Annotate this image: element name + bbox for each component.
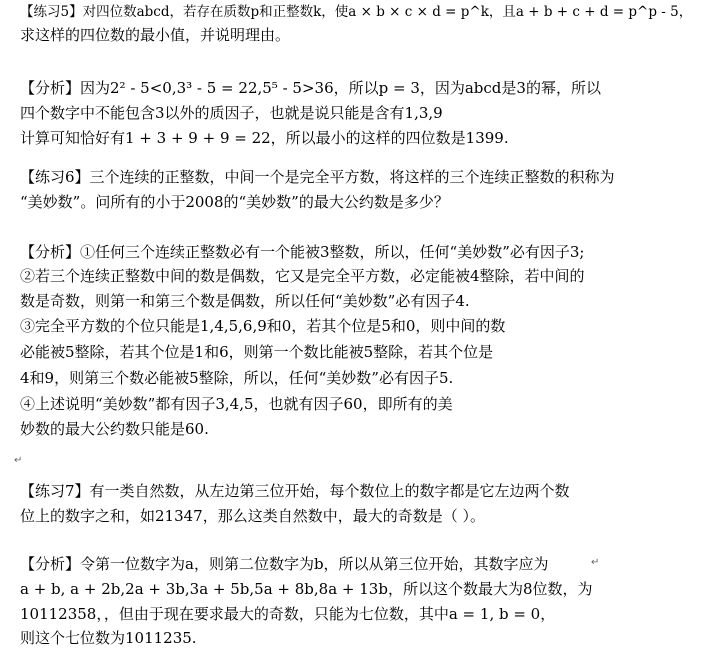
paragraph-mark: ↵ (591, 557, 600, 568)
analysis-6-line-7: ④上述说明“美妙数”都有因子3,4,5，也就有因子60，即所有的美 (20, 395, 453, 413)
exercise-6-line-1: 【练习6】三个连续的正整数，中间一个是完全平方数，将这样的三个连续正整数的积称为 (20, 168, 615, 186)
exercise-7-line-1: 【练习7】有一类自然数，从左边第三位开始，每个数位上的数字都是它左边两个数 (20, 482, 570, 500)
analysis-6-line-5: 必能被5整除，若其个位是1和6，则第一个数比能被5整除，若其个位是 (20, 343, 494, 361)
paragraph-mark: ↵ (14, 455, 23, 466)
analysis-7-line-2: a + b, a + 2b,2a + 3b,3a + 5b,5a + 8b,8a + 13b，所以这个数最大为8位数，为 (20, 580, 593, 598)
analysis-6-line-8: 妙数的最大公约数只能是60. (20, 420, 209, 438)
exercise-5-line-2: 求这样的四位数的最小值，并说明理由。 (20, 26, 291, 44)
analysis-6-line-3: 数是奇数，则第一和第三个数是偶数，所以任何“美妙数”必有因子4. (20, 292, 470, 310)
analysis-5-line-2: 四个数字中不能包含3以外的质因子，也就是说只能是含有1,3,9 (20, 104, 443, 122)
exercise-5-line-1: 【练习5】对四位数abcd，若存在质数p和正整数k，使a × b × c × d = p^k，且a + b + c + d = p^p - 5， (20, 4, 693, 20)
analysis-5-line-3: 计算可知恰好有1 + 3 + 9 + 9 = 22，所以最小的这样的四位数是1399. (20, 129, 509, 147)
analysis-6-line-6: 4和9，则第三个数必能被5整除，所以，任何“美妙数”必有因子5. (20, 369, 454, 387)
analysis-7-line-1: 【分析】令第一位数字为a，则第二位数字为b，所以从第三位开始，其数字应为 (20, 555, 549, 573)
exercise-7-line-2: 位上的数字之和，如21347，那么这类自然数中，最大的奇数是（ ）。 (20, 507, 485, 525)
analysis-6-line-4: ③完全平方数的个位只能是1,4,5,6,9和0，若其个位是5和0，则中间的数 (20, 317, 506, 335)
exercise-6-line-2: “美妙数”。问所有的小于2008的“美妙数”的最大公约数是多少？ (20, 193, 449, 211)
analysis-5-line-1: 【分析】因为2² - 5<0,3³ - 5 = 22,5⁵ - 5>36，所以p = 3，因为abcd是3的幂，所以 (20, 79, 601, 97)
analysis-7-line-3: 10112358，，但由于现在要求最大的奇数，只能为七位数，其中a = 1, b = 0， (20, 605, 556, 623)
analysis-6-line-2: ②若三个连续正整数中间的数是偶数，它又是完全平方数，必定能被4整除，若中间的 (20, 267, 585, 285)
analysis-6-line-1: 【分析】①任何三个连续正整数必有一个能被3整数，所以，任何“美妙数”必有因子3; (20, 243, 585, 261)
analysis-7-line-4: 则这个七位数为1011235. (20, 629, 197, 647)
